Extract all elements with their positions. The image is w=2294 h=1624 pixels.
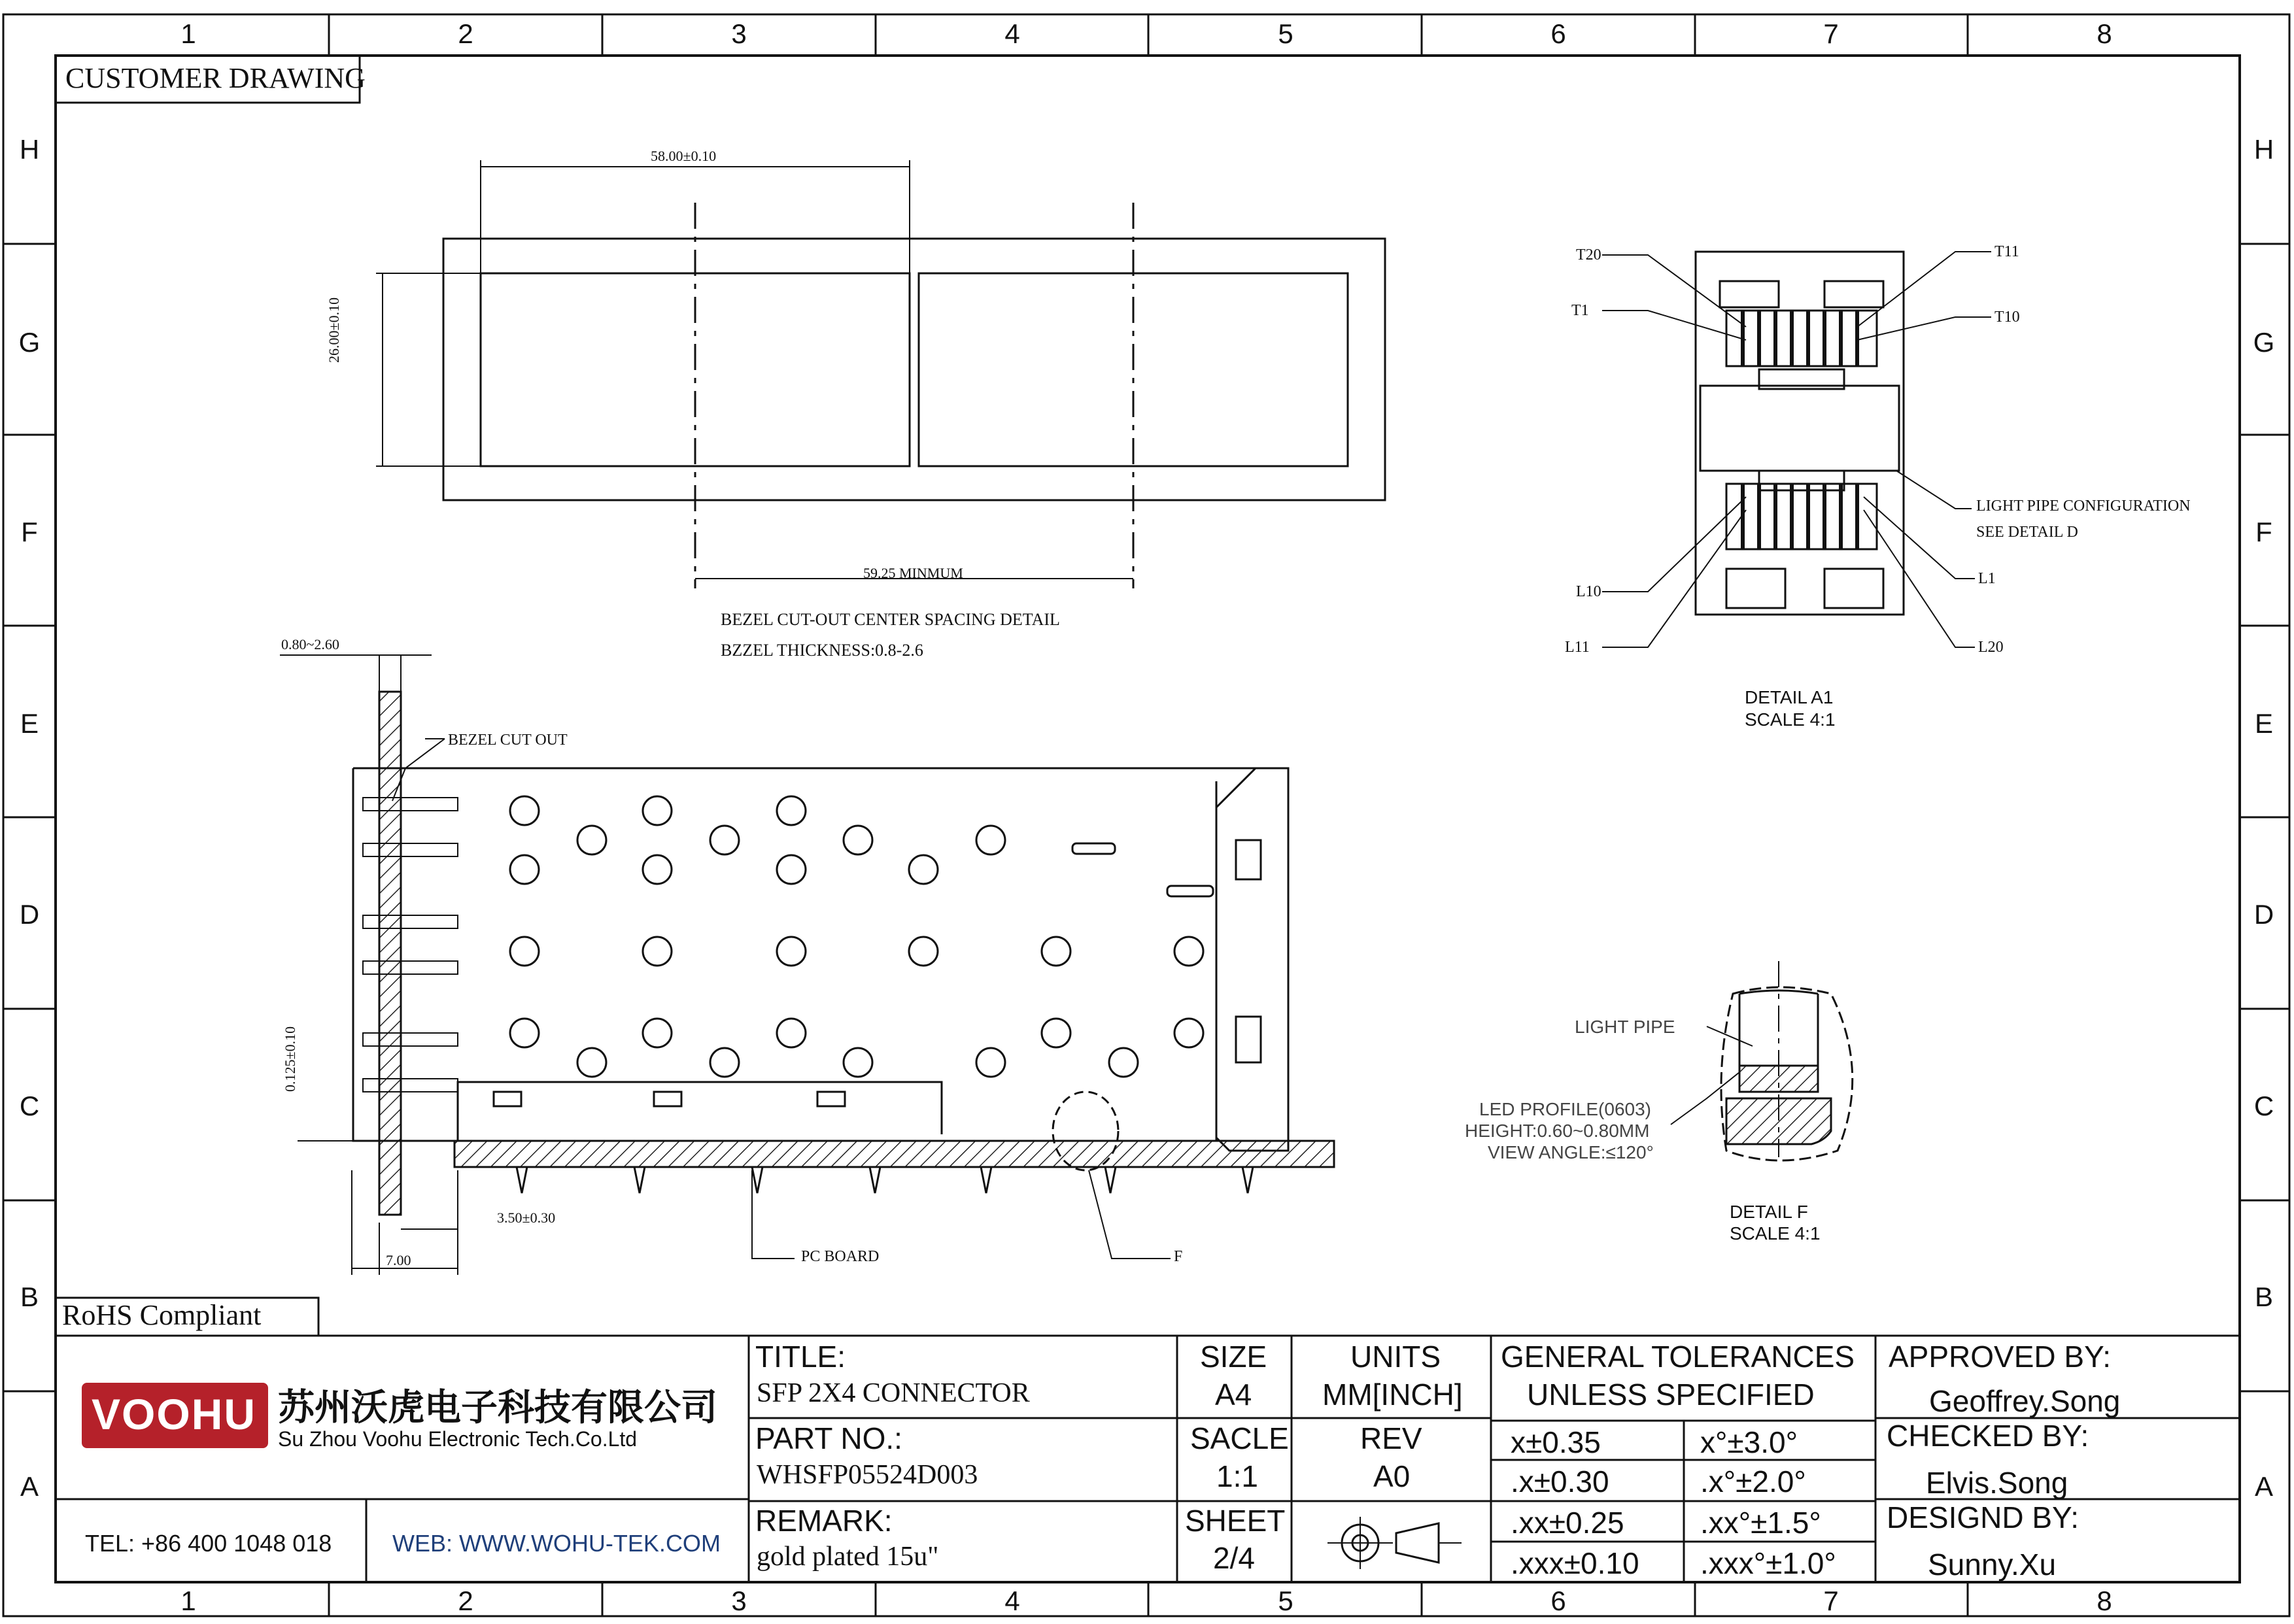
tb-tol-lin-2: .xx±0.25	[1511, 1506, 1624, 1540]
side-view-drawing	[280, 655, 1334, 1275]
row-label-c-right: C	[2253, 1091, 2274, 1121]
tb-remark-label: REMARK:	[755, 1504, 893, 1538]
tb-approved-value: Geoffrey.Song	[1929, 1384, 2121, 1418]
tb-tol-lin-3: .xxx±0.10	[1511, 1546, 1639, 1580]
col-label-1: 1	[180, 18, 196, 49]
label-pc-board: PC BOARD	[801, 1248, 880, 1265]
bezel-note-1: BEZEL CUT-OUT CENTER SPACING DETAIL	[721, 610, 1060, 629]
tb-checked-label: CHECKED BY:	[1887, 1419, 2089, 1453]
row-label-a: A	[20, 1471, 39, 1502]
tb-designed-value: Sunny.Xu	[1928, 1548, 2057, 1582]
led-profile: LED PROFILE(0603)	[1479, 1099, 1651, 1119]
company-tel: TEL: +86 400 1048 018	[85, 1530, 332, 1557]
pin-l1: L1	[1978, 570, 1996, 587]
label-bezel-cutout: BEZEL CUT OUT	[448, 732, 568, 749]
customer-drawing-label: CUSTOMER DRAWING	[65, 62, 366, 94]
tb-tol-header-2: UNLESS SPECIFIED	[1527, 1378, 1815, 1412]
tb-part-label: PART NO.:	[755, 1421, 902, 1455]
row-label-h-right: H	[2253, 134, 2274, 165]
tb-size-value: A4	[1215, 1378, 1252, 1412]
company-web[interactable]: WEB: WWW.WOHU-TEK.COM	[392, 1530, 721, 1557]
col-label-5-bottom: 5	[1278, 1585, 1293, 1616]
row-label-g: G	[18, 327, 41, 358]
tb-size-label: SIZE	[1200, 1340, 1267, 1374]
tb-tol-ang-1: .x°±2.0°	[1700, 1464, 1806, 1498]
row-label-a-right: A	[2254, 1471, 2273, 1502]
label-f: F	[1174, 1248, 1183, 1265]
dim-vertical: 0.125±0.10	[282, 1026, 298, 1092]
zone-ticks	[3, 14, 2289, 1616]
detail-f-title: DETAIL F	[1730, 1202, 1808, 1222]
company-name-en: Su Zhou Voohu Electronic Tech.Co.Ltd	[278, 1427, 638, 1451]
col-label-4: 4	[1004, 18, 1020, 49]
outer-frame	[3, 14, 2289, 1616]
detail-a1-title: DETAIL A1	[1745, 687, 1834, 707]
bezel-detail-drawing	[376, 160, 1385, 588]
col-label-3: 3	[731, 18, 747, 49]
tb-scale-label: SACLE	[1190, 1421, 1289, 1455]
label-light-pipe: LIGHT PIPE	[1575, 1017, 1675, 1037]
tb-tol-lin-0: x±0.35	[1511, 1425, 1601, 1459]
col-label-1-bottom: 1	[180, 1585, 196, 1616]
tb-tol-ang-2: .xx°±1.5°	[1700, 1506, 1821, 1540]
company-logo: VOOHU	[92, 1390, 257, 1438]
a1-note-1: LIGHT PIPE CONFIGURATION	[1976, 498, 2191, 515]
tb-designed-label: DESIGND BY:	[1887, 1500, 2079, 1534]
col-label-2-bottom: 2	[458, 1585, 473, 1616]
tb-tol-lin-1: .x±0.30	[1511, 1464, 1609, 1498]
detail-a1-drawing	[1602, 252, 1991, 647]
dim-bezel-range: 0.80~2.60	[281, 636, 339, 652]
row-label-e: E	[20, 708, 39, 739]
pin-l10: L10	[1576, 583, 1601, 600]
dim-height: 26.00±0.10	[326, 297, 342, 363]
tb-rev-value: A0	[1373, 1459, 1411, 1493]
vent-holes	[510, 796, 1203, 1077]
col-label-8-bottom: 8	[2097, 1585, 2112, 1616]
row-label-b: B	[20, 1281, 39, 1312]
led-height: HEIGHT:0.60~0.80MM	[1465, 1121, 1650, 1141]
col-label-7-bottom: 7	[1823, 1585, 1839, 1616]
company-name-cn: 苏州沃虎电子科技有限公司	[278, 1387, 717, 1428]
pin-l11: L11	[1565, 639, 1590, 656]
dim-350: 3.50±0.30	[497, 1210, 556, 1226]
tb-sheet-label: SHEET	[1185, 1504, 1286, 1538]
row-label-g-right: G	[2253, 327, 2275, 358]
col-label-2: 2	[458, 18, 473, 49]
tb-approved-label: APPROVED BY:	[1889, 1340, 2112, 1374]
dim-spacing: 59.25 MINMUM	[863, 565, 963, 581]
dim-700: 7.00	[386, 1252, 411, 1268]
col-label-6-bottom: 6	[1550, 1585, 1566, 1616]
tb-units-label: UNITS	[1350, 1340, 1441, 1374]
row-label-d-right: D	[2253, 899, 2274, 930]
pin-t1: T1	[1571, 302, 1589, 319]
tb-units-value: MM[INCH]	[1322, 1378, 1463, 1412]
a1-note-2: SEE DETAIL D	[1976, 524, 2078, 541]
pin-t11: T11	[1994, 243, 2019, 260]
tb-remark-value: gold plated 15u"	[757, 1542, 939, 1572]
tb-scale-value: 1:1	[1216, 1459, 1258, 1493]
dim-width: 58.00±0.10	[651, 148, 717, 164]
row-label-b-right: B	[2254, 1281, 2273, 1312]
tb-part-value: WHSFP05524D003	[757, 1460, 978, 1490]
col-label-8: 8	[2097, 18, 2112, 49]
col-label-4-bottom: 4	[1004, 1585, 1020, 1616]
pin-t20: T20	[1576, 246, 1601, 263]
tb-checked-value: Elvis.Song	[1926, 1466, 2068, 1500]
tb-sheet-value: 2/4	[1213, 1541, 1255, 1575]
col-label-7: 7	[1823, 18, 1839, 49]
detail-f-drawing	[1671, 961, 1853, 1160]
tb-rev-label: REV	[1360, 1421, 1422, 1455]
bezel-note-2: BZZEL THICKNESS:0.8-2.6	[721, 641, 923, 660]
col-label-6: 6	[1550, 18, 1566, 49]
detail-a1-scale: SCALE 4:1	[1745, 709, 1836, 730]
row-label-c: C	[19, 1091, 40, 1121]
pin-t10: T10	[1994, 309, 2020, 326]
tb-title-label: TITLE:	[755, 1340, 846, 1374]
pin-l20: L20	[1978, 639, 2004, 656]
row-label-f: F	[21, 516, 38, 547]
tb-tol-ang-3: .xxx°±1.0°	[1700, 1546, 1836, 1580]
row-label-h: H	[19, 134, 40, 165]
rohs-label: RoHS Compliant	[62, 1299, 262, 1331]
tb-tol-ang-0: x°±3.0°	[1700, 1425, 1798, 1459]
row-label-e-right: E	[2254, 708, 2273, 739]
led-view-angle: VIEW ANGLE:≤120°	[1488, 1142, 1654, 1162]
tb-tol-header-1: GENERAL TOLERANCES	[1501, 1340, 1855, 1374]
col-label-3-bottom: 3	[731, 1585, 747, 1616]
col-label-5: 5	[1278, 18, 1293, 49]
row-label-d: D	[19, 899, 40, 930]
tb-title-value: SFP 2X4 CONNECTOR	[757, 1378, 1030, 1408]
detail-f-scale: SCALE 4:1	[1730, 1223, 1821, 1243]
row-label-f-right: F	[2255, 516, 2272, 547]
